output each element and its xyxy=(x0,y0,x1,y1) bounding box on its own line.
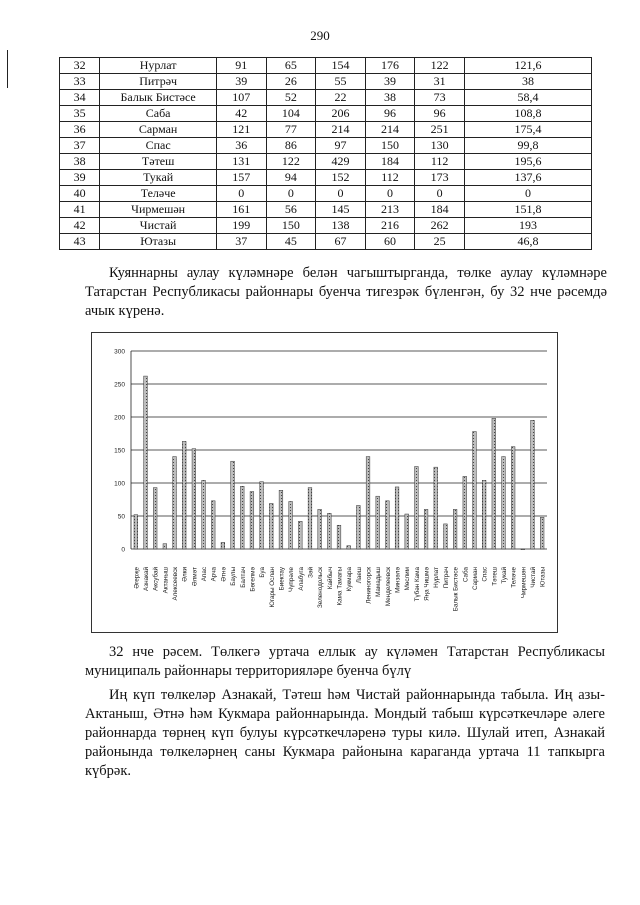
paragraph-1: Куяннарны аулау күләмнәре белән чагыштырганда, төлке аулау күләмнәре Татарстан Республикасы районнары буенча тигезрәк бүленгән, бу 32 нче рәсемдә ачык күренә. xyxy=(85,265,607,319)
bar xyxy=(347,546,351,549)
table-cell: Питрәч xyxy=(100,74,217,90)
x-tick-label: Минзәлә xyxy=(394,567,402,593)
x-tick-label: Тәтеш xyxy=(491,567,499,586)
margin-mark xyxy=(7,50,8,88)
table-row xyxy=(60,90,592,106)
x-tick-label: Мөслим xyxy=(404,567,412,591)
table-cell: 37 xyxy=(60,138,100,154)
bar xyxy=(182,441,186,549)
table-cell: 46,8 xyxy=(464,234,591,250)
table-cell: 262 xyxy=(415,218,465,234)
y-tick-label: 100 xyxy=(114,480,125,488)
table-cell: 42 xyxy=(217,106,267,122)
table-cell: 86 xyxy=(266,138,316,154)
table-cell: 32 xyxy=(60,58,100,74)
table-row xyxy=(60,106,592,122)
table-cell: 96 xyxy=(415,106,465,122)
table-cell: 39 xyxy=(60,170,100,186)
table-cell: 199 xyxy=(217,218,267,234)
table-cell: 175,4 xyxy=(464,122,591,138)
table-cell: 121,6 xyxy=(464,58,591,74)
table-row xyxy=(60,186,592,202)
bar xyxy=(260,482,264,549)
table-cell: Чирмешән xyxy=(100,202,217,218)
table-row xyxy=(60,218,592,234)
table-cell: 35 xyxy=(60,106,100,122)
table-cell: 91 xyxy=(217,58,267,74)
bar xyxy=(531,420,535,549)
paragraph-3: Иң күп төлкеләр Азнакай, Тәтеш һәм Чистай районнарында табыла. Иң азы- Актаныш, Әтнә һәм Кукмара районнарында. Мондый табыш күрсәткечләре әлеге районнарда төрнең күп булуы күрсәткечләренә туры килә. Шулай итеп, Азнакай районында төлкеләрнең саны Кукмара районына караганда уртача 11 тапкырга күбрәк. xyxy=(85,687,605,779)
bar xyxy=(463,476,467,549)
table-cell: 33 xyxy=(60,74,100,90)
table-cell: 97 xyxy=(316,138,366,154)
table-cell: 195,6 xyxy=(464,154,591,170)
table-cell: 213 xyxy=(365,202,415,218)
bar xyxy=(173,457,177,549)
y-tick-label: 150 xyxy=(114,447,125,455)
table-cell: 42 xyxy=(60,218,100,234)
bar xyxy=(502,457,506,549)
table-cell: Нурлат xyxy=(100,58,217,74)
table-cell: 138 xyxy=(316,218,366,234)
table-cell: 77 xyxy=(266,122,316,138)
data-table xyxy=(59,57,592,250)
table-row xyxy=(60,74,592,90)
y-tick-label: 0 xyxy=(121,546,125,554)
table-cell: 94 xyxy=(266,170,316,186)
table-cell: 65 xyxy=(266,58,316,74)
table-cell: 67 xyxy=(316,234,366,250)
table-row xyxy=(60,234,592,250)
table-cell: 104 xyxy=(266,106,316,122)
bar-chart xyxy=(92,333,557,632)
table-cell: 56 xyxy=(266,202,316,218)
bar xyxy=(298,521,302,549)
chart-frame xyxy=(91,332,558,633)
x-tick-label: Чистай xyxy=(529,567,537,588)
x-tick-label: Мамадыш xyxy=(375,567,383,597)
table-cell: 152 xyxy=(316,170,366,186)
x-tick-label: Теләче xyxy=(510,567,518,588)
bar xyxy=(134,515,138,549)
table-cell: 193 xyxy=(464,218,591,234)
table-cell: 41 xyxy=(60,202,100,218)
table-cell: 108,8 xyxy=(464,106,591,122)
x-tick-label: Лаеш xyxy=(355,567,363,584)
table-cell: 161 xyxy=(217,202,267,218)
bar xyxy=(318,509,322,549)
table-row xyxy=(60,202,592,218)
table-cell: 216 xyxy=(365,218,415,234)
x-tick-label: Чирмешән xyxy=(520,567,528,599)
table-cell: Чистай xyxy=(100,218,217,234)
table-row xyxy=(60,138,592,154)
x-tick-label: Баулы xyxy=(230,567,238,586)
table-cell: 112 xyxy=(415,154,465,170)
bar xyxy=(444,524,448,549)
x-tick-label: Балык Бистәсе xyxy=(452,567,460,612)
table-cell: 173 xyxy=(415,170,465,186)
table-cell: 0 xyxy=(464,186,591,202)
bar xyxy=(153,488,157,549)
table-cell: 99,8 xyxy=(464,138,591,154)
x-tick-label: Саба xyxy=(462,567,470,583)
x-tick-label: Балтач xyxy=(239,567,247,588)
x-tick-label: Буа xyxy=(259,567,267,578)
bar xyxy=(144,376,148,549)
table-row xyxy=(60,154,592,170)
bar xyxy=(337,525,341,549)
table-cell: 0 xyxy=(316,186,366,202)
x-tick-label: Кукмара xyxy=(346,567,354,592)
table-cell: 122 xyxy=(266,154,316,170)
x-tick-label: Кайбыч xyxy=(326,567,334,590)
table-cell: 157 xyxy=(217,170,267,186)
x-tick-label: Әлки xyxy=(181,567,189,582)
table-cell: 43 xyxy=(60,234,100,250)
bar xyxy=(540,517,544,549)
table-cell: 214 xyxy=(365,122,415,138)
y-tick-label: 300 xyxy=(114,348,125,356)
x-tick-label: Арча xyxy=(210,567,218,582)
bar xyxy=(221,542,225,549)
x-tick-label: Кама Тамагы xyxy=(336,567,344,606)
x-tick-label: Әгерҗе xyxy=(133,567,141,589)
table-cell: 31 xyxy=(415,74,465,90)
table-cell: 25 xyxy=(415,234,465,250)
x-tick-label: Зеленодольск xyxy=(317,567,325,609)
bar xyxy=(163,544,167,549)
x-tick-label: Ютазы xyxy=(539,567,547,588)
bar xyxy=(453,509,457,549)
table-cell: 37 xyxy=(217,234,267,250)
table-cell: Балык Бистәсе xyxy=(100,90,217,106)
table-cell: 38 xyxy=(464,74,591,90)
bar xyxy=(202,480,206,549)
x-tick-label: Түбән Кама xyxy=(413,567,421,602)
table-cell: 36 xyxy=(60,122,100,138)
figure-caption: 32 нче рәсем. Төлкегә уртача еллык ау күләмен Татарстан Республикасы муниципаль районнары территорияләре буенча бүлү xyxy=(85,644,605,679)
x-tick-label: Апас xyxy=(201,567,209,582)
table-body xyxy=(60,58,592,250)
bar xyxy=(211,501,215,549)
table-cell: Спас xyxy=(100,138,217,154)
table-cell: 0 xyxy=(217,186,267,202)
table-cell: 40 xyxy=(60,186,100,202)
bar xyxy=(395,487,399,549)
table-cell: 26 xyxy=(266,74,316,90)
table-cell: 52 xyxy=(266,90,316,106)
table-cell: 22 xyxy=(316,90,366,106)
bar xyxy=(240,486,244,549)
page-number: 290 xyxy=(310,28,330,43)
bar xyxy=(279,490,283,549)
x-tick-label: Яңа Чишмә xyxy=(423,567,431,601)
bar xyxy=(192,449,196,549)
x-tick-label: Сарман xyxy=(471,567,479,590)
bar xyxy=(473,432,477,549)
table-cell: 145 xyxy=(316,202,366,218)
table-cell: 107 xyxy=(217,90,267,106)
table-cell: 150 xyxy=(266,218,316,234)
bar xyxy=(386,501,390,549)
x-tick-label: Аксубай xyxy=(152,567,160,591)
table-cell: 429 xyxy=(316,154,366,170)
bar xyxy=(357,505,361,549)
x-tick-label: Актаныш xyxy=(162,567,170,594)
table-cell: 39 xyxy=(365,74,415,90)
x-tick-label: Спас xyxy=(481,567,489,582)
x-tick-label: Әтнә xyxy=(220,567,228,582)
table-cell: 130 xyxy=(415,138,465,154)
table-cell: 154 xyxy=(316,58,366,74)
x-tick-label: Лениногорск xyxy=(365,567,373,604)
table-cell: 38 xyxy=(365,90,415,106)
bar xyxy=(269,503,273,549)
bar xyxy=(231,461,235,549)
table-cell: 55 xyxy=(316,74,366,90)
bar xyxy=(366,457,370,549)
x-tick-label: Тукай xyxy=(500,567,508,584)
table-cell: Саба xyxy=(100,106,217,122)
table-cell: 214 xyxy=(316,122,366,138)
table-cell: Теләче xyxy=(100,186,217,202)
x-tick-label: Менделеевск xyxy=(384,567,392,607)
x-tick-label: Чүпрәле xyxy=(288,567,296,592)
table-cell: 150 xyxy=(365,138,415,154)
bar xyxy=(434,467,438,549)
x-tick-label: Азнакай xyxy=(143,567,151,591)
table-row xyxy=(60,170,592,186)
x-tick-label: Зәй xyxy=(307,567,315,578)
bar xyxy=(250,492,254,549)
x-tick-label: Әлмәт xyxy=(191,567,199,587)
table-cell: 38 xyxy=(60,154,100,170)
table-cell: 39 xyxy=(217,74,267,90)
table-cell: 251 xyxy=(415,122,465,138)
table-cell: 60 xyxy=(365,234,415,250)
table-cell: 0 xyxy=(415,186,465,202)
bar xyxy=(327,513,331,549)
table-cell: 45 xyxy=(266,234,316,250)
table-cell: 176 xyxy=(365,58,415,74)
x-tick-label: Югары Ослан xyxy=(268,567,276,608)
table-cell: 184 xyxy=(415,202,465,218)
table-cell: 131 xyxy=(217,154,267,170)
table-cell: Тәтеш xyxy=(100,154,217,170)
bar xyxy=(424,509,428,549)
table-cell: 73 xyxy=(415,90,465,106)
table-cell: 121 xyxy=(217,122,267,138)
x-tick-label: Алексеевск xyxy=(172,567,180,601)
y-tick-label: 50 xyxy=(117,513,125,521)
bar xyxy=(492,418,496,549)
table-cell: 96 xyxy=(365,106,415,122)
bar xyxy=(405,514,409,549)
table-row xyxy=(60,122,592,138)
table-cell: 122 xyxy=(415,58,465,74)
x-tick-label: Питрәч xyxy=(442,567,450,589)
bar xyxy=(289,501,293,549)
x-tick-label: Нурлат xyxy=(433,567,441,588)
bar xyxy=(521,549,525,550)
bar xyxy=(376,496,380,549)
table-row xyxy=(60,58,592,74)
table-cell: 184 xyxy=(365,154,415,170)
table-cell: 206 xyxy=(316,106,366,122)
table-cell: 34 xyxy=(60,90,100,106)
x-tick-label: Алабуга xyxy=(297,567,305,591)
table-cell: 0 xyxy=(365,186,415,202)
table-cell: 151,8 xyxy=(464,202,591,218)
table-cell: 112 xyxy=(365,170,415,186)
x-tick-label: Бөгелмә xyxy=(249,567,257,592)
table-cell: Тукай xyxy=(100,170,217,186)
table-cell: Ютазы xyxy=(100,234,217,250)
table-cell: 36 xyxy=(217,138,267,154)
x-tick-label: Биектау xyxy=(278,567,286,591)
table-cell: 58,4 xyxy=(464,90,591,106)
y-tick-label: 250 xyxy=(114,381,125,389)
y-tick-label: 200 xyxy=(114,414,125,422)
bar xyxy=(511,447,515,549)
table-cell: Сарман xyxy=(100,122,217,138)
table-cell: 137,6 xyxy=(464,170,591,186)
bar xyxy=(482,480,486,549)
table-cell: 0 xyxy=(266,186,316,202)
bar xyxy=(415,467,419,550)
bar xyxy=(308,488,312,549)
